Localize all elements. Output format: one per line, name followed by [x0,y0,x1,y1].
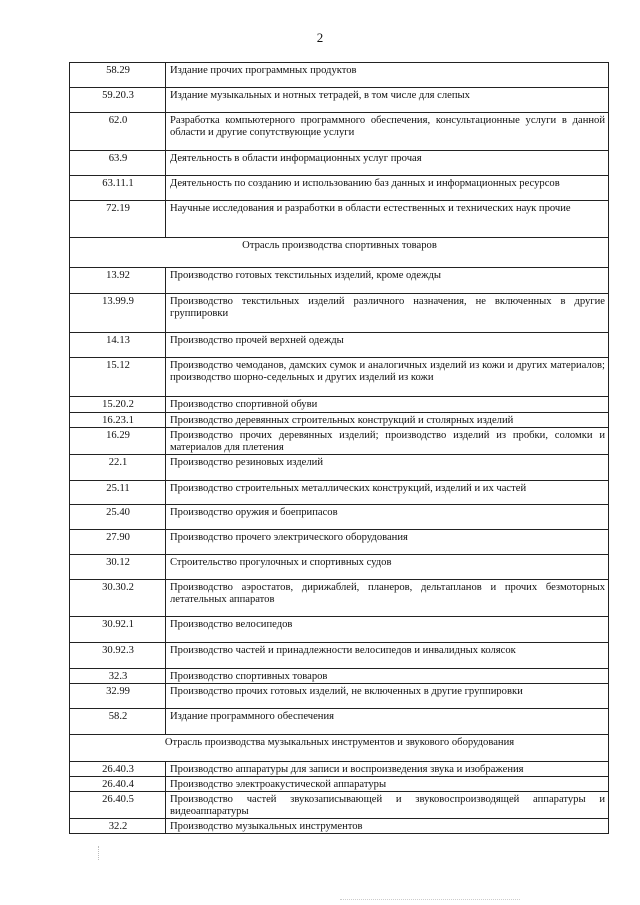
activity-description: Производство деревянных строительных конструкций и столярных изделий [166,413,609,428]
table-row [70,63,609,88]
okved-code: 32.3 [70,669,166,684]
okved-code: 15.12 [70,358,166,397]
table-row [70,268,609,294]
table-row [70,176,609,201]
table-row [70,333,609,358]
table-row [70,762,609,777]
table-row [70,358,609,397]
table-row [70,669,609,684]
activity-description: Производство готовых текстильных изделий, кроме одежды [166,268,609,294]
activity-description: Производство аппаратуры для записи и воспроизведения звука и изображения [166,762,609,777]
table-row [70,88,609,113]
table-row [70,201,609,238]
table-row [70,643,609,669]
table-row [70,428,609,455]
activity-description: Производство частей звукозаписывающей и звуковоспроизводящей аппаратуры и видеоаппаратуры [166,792,609,819]
activity-description: Производство прочего электрического оборудования [166,530,609,555]
activity-description: Производство спортивной обуви [166,397,609,413]
section-header-row [70,735,609,762]
activity-description: Производство прочих деревянных изделий; производство изделий из пробки, соломки и материалов для плетения [166,428,609,455]
table-row [70,455,609,481]
okved-code: 25.40 [70,505,166,530]
table-row [70,505,609,530]
page-number: 2 [316,30,324,45]
section-title: Отрасль производства спортивных товаров [70,238,609,268]
activity-description: Научные исследования и разработки в области естественных и технических наук прочие [166,201,609,238]
okved-code: 30.12 [70,555,166,580]
okved-code: 16.23.1 [70,413,166,428]
section-header-row [70,238,609,268]
activity-description: Производство музыкальных инструментов [166,819,609,834]
activity-description: Деятельность по созданию и использованию баз данных и информационных ресурсов [166,176,609,201]
okved-code: 27.90 [70,530,166,555]
activity-description: Производство строительных металлических конструкций, изделий и их частей [166,481,609,505]
okved-code: 32.2 [70,819,166,834]
okved-code: 63.11.1 [70,176,166,201]
activity-description: Производство текстильных изделий различного назначения, не включенных в другие группировки [166,294,609,333]
table-row [70,555,609,580]
okved-code: 16.29 [70,428,166,455]
okved-code: 13.99.9 [70,294,166,333]
activity-description: Производство частей и принадлежности велосипедов и инвалидных колясок [166,643,609,669]
table-row [70,151,609,176]
activity-description: Производство резиновых изделий [166,455,609,481]
table-row [70,397,609,413]
okved-code: 15.20.2 [70,397,166,413]
activity-description: Деятельность в области информационных услуг прочая [166,151,609,176]
table-body [70,63,609,834]
table-row [70,481,609,505]
table-row [70,819,609,834]
okved-code: 25.11 [70,481,166,505]
activity-description: Производство электроакустической аппаратуры [166,777,609,792]
activity-description: Производство аэростатов, дирижаблей, планеров, дельтапланов и прочих безмоторных летательных аппаратов [166,580,609,617]
okved-code: 26.40.5 [70,792,166,819]
scan-artifact [340,899,520,901]
activity-description: Производство велосипедов [166,617,609,643]
activity-description: Производство оружия и боеприпасов [166,505,609,530]
activity-description: Издание программного обеспечения [166,709,609,735]
okved-code: 26.40.4 [70,777,166,792]
table-row [70,294,609,333]
okved-code: 72.19 [70,201,166,238]
table-row [70,113,609,151]
okved-code: 30.92.1 [70,617,166,643]
okved-code: 30.92.3 [70,643,166,669]
activity-description: Производство прочей верхней одежды [166,333,609,358]
activity-description: Производство спортивных товаров [166,669,609,684]
table-row [70,580,609,617]
okved-code: 32.99 [70,684,166,709]
activity-description: Издание прочих программных продуктов [166,63,609,88]
table-row [70,709,609,735]
okved-code: 63.9 [70,151,166,176]
table-row [70,684,609,709]
table-row [70,617,609,643]
okved-table [69,62,609,834]
activity-description: Издание музыкальных и нотных тетрадей, в том числе для слепых [166,88,609,113]
okved-code: 13.92 [70,268,166,294]
okved-code: 58.2 [70,709,166,735]
okved-code: 22.1 [70,455,166,481]
okved-code: 59.20.3 [70,88,166,113]
table-row [70,777,609,792]
scan-artifact [98,846,100,860]
activity-description: Производство прочих готовых изделий, не включенных в другие группировки [166,684,609,709]
activity-description: Строительство прогулочных и спортивных судов [166,555,609,580]
activity-description: Разработка компьютерного программного обеспечения, консультационные услуги в данной области и другие сопутствующие услуги [166,113,609,151]
activity-description: Производство чемоданов, дамских сумок и аналогичных изделий из кожи и других материалов; производство шорно-седельных и других изделий из кожи [166,358,609,397]
okved-code: 58.29 [70,63,166,88]
okved-code: 26.40.3 [70,762,166,777]
section-title: Отрасль производства музыкальных инструментов и звукового оборудования [70,735,609,762]
table-row [70,792,609,819]
table-row [70,413,609,428]
okved-code: 30.30.2 [70,580,166,617]
table-row [70,530,609,555]
okved-code: 62.0 [70,113,166,151]
okved-code: 14.13 [70,333,166,358]
